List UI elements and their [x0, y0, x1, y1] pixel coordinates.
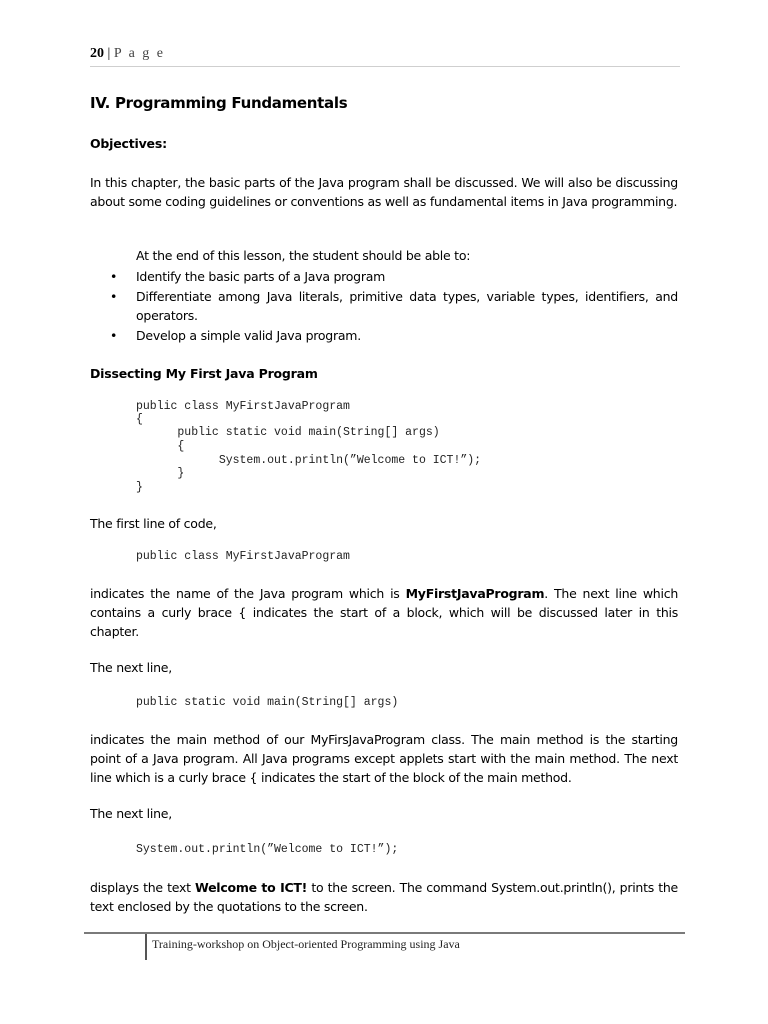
text-run: indicates the name of the Java program which is [90, 586, 406, 601]
text-run: . The next line which contains a curly brace { indicates the start of a block, which will be discussed later in this chapter. [90, 586, 679, 639]
bullet-dot: • [110, 328, 118, 343]
header-divider [90, 66, 680, 67]
page-header [90, 46, 165, 62]
paragraph-main-method: indicates the main method of our MyFirsJavaProgram class. The main method is the starting point of a Java program. All Java programs except applets start with the main method. The next line which is a curly brace { indicates the start of the block of the main method. [90, 732, 678, 785]
footer-vertical-bar [145, 934, 147, 960]
section-heading: Dissecting My First Java Program [90, 366, 318, 381]
first-line-label: The first line of code, [90, 516, 217, 531]
bullet-dot: • [110, 269, 118, 284]
text-run: displays the text [90, 880, 195, 895]
lesson-lead: At the end of this lesson, the student should be able to: [136, 248, 471, 263]
code-line: } [136, 467, 185, 480]
code-line: } [136, 481, 143, 494]
code-snippet: public class MyFirstJavaProgram [136, 550, 350, 563]
text-run: to the screen. The command System.out.println(), prints the text enclosed by the quotations to the screen. [90, 880, 678, 914]
paragraph-program-name [90, 584, 678, 641]
next-line-label: The next line, [90, 806, 172, 821]
next-line-label: The next line, [90, 660, 172, 675]
objectives-heading: Objectives: [90, 136, 167, 151]
page-number: 20 [90, 46, 104, 61]
footer-text: Training-workshop on Object-oriented Programming using Java [152, 937, 460, 951]
chapter-title: IV. Programming Fundamentals [90, 94, 348, 112]
code-snippet: public static void main(String[] args) [136, 696, 399, 709]
header-separator: | [107, 46, 111, 61]
footer-divider [84, 932, 685, 934]
bullet-text: Differentiate among Java literals, primitive data types, variable types, identifiers, and operators. [136, 289, 678, 323]
bullet-item [110, 326, 680, 345]
bullet-dot: • [110, 289, 118, 304]
paragraph-println [90, 878, 678, 916]
code-line: public class MyFirstJavaProgram [136, 400, 350, 413]
code-line: { [136, 413, 143, 426]
code-snippet: System.out.println(”Welcome to ICT!”); [136, 843, 399, 856]
bullet-item [110, 267, 680, 286]
program-name-bold: MyFirstJavaProgram [405, 586, 545, 601]
code-line: { [136, 440, 185, 453]
code-line: public static void main(String[] args) [136, 426, 440, 439]
code-line: System.out.println(”Welcome to ICT!”); [136, 454, 482, 467]
bullet-item [110, 287, 680, 325]
intro-paragraph: In this chapter, the basic parts of the Java program shall be discussed. We will also be discussing about some coding guidelines or conventions as well as fundamental items in Java programming. [90, 175, 678, 209]
bullet-text: Develop a simple valid Java program. [136, 328, 361, 343]
bullet-text: Identify the basic parts of a Java program [136, 269, 386, 284]
page-label: P a g e [113, 46, 166, 61]
welcome-text-bold: Welcome to ICT! [194, 880, 308, 895]
